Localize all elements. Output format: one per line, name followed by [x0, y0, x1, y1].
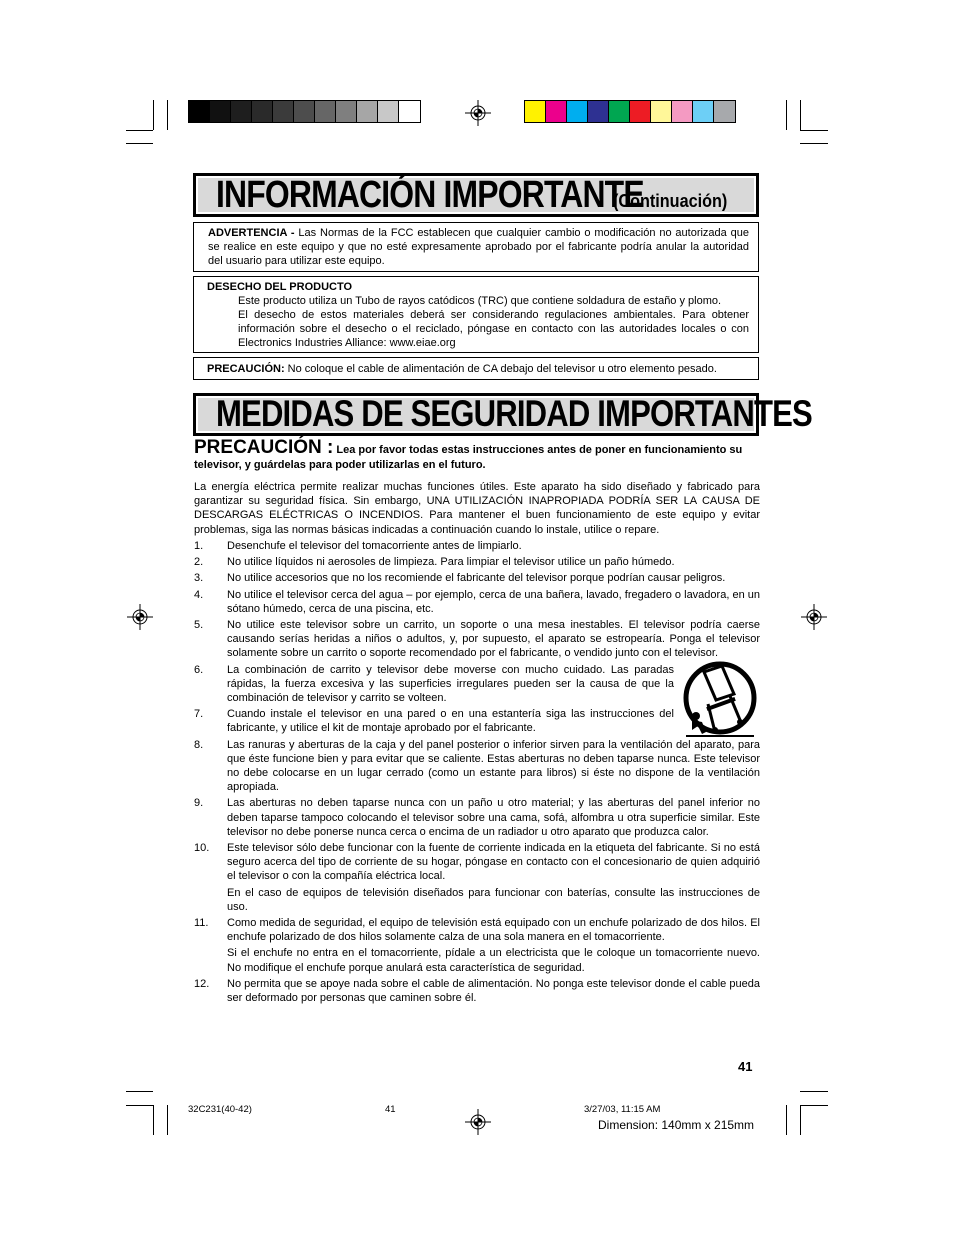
- list-item-text: Las ranuras y aberturas de la caja y del panel posterior o inferior sirven para la ventilación del aparato, para que éste funcione bien y para evitar que se caliente. Estas aberturas no deben taparse nunca. Este televisor no debe colocarse en un lugar cerrado (como un estante para libros) si éste no dispone de la ventilación apropiada.: [227, 738, 760, 794]
- gray-swatch: [210, 101, 231, 122]
- list-item: [194, 588, 760, 616]
- list-item: [194, 555, 760, 569]
- color-swatch: [567, 101, 588, 122]
- list-item-text: No utilice accesorios que no los recomiende el fabricante del televisor porque podrían causar peligros.: [227, 572, 726, 585]
- color-swatch: [714, 101, 735, 122]
- precaucion-heading-text: Lea por favor todas estas instrucciones antes de poner en funcionamiento su televisor, y guárdelas para poder utilizarlas en el futuro.: [194, 444, 743, 471]
- precaucion-text: No coloque el cable de alimentación de CA debajo del televisor u otro elemento pesado.: [284, 363, 717, 375]
- crop-mark: [800, 1105, 828, 1106]
- gray-swatch: [399, 101, 420, 122]
- gray-swatch: [189, 101, 210, 122]
- list-item: [194, 618, 760, 661]
- footer-code: 32C231(40-42): [188, 1104, 252, 1115]
- list-item-number: 7.: [194, 708, 204, 721]
- list-item-number: 2.: [194, 556, 204, 569]
- gray-swatch: [315, 101, 336, 122]
- color-calibration-bar: [524, 100, 736, 123]
- crop-mark: [167, 1105, 168, 1135]
- list-item-number: 5.: [194, 619, 204, 632]
- gray-swatch: [294, 101, 315, 122]
- list-item-number: 3.: [194, 572, 204, 585]
- list-item-number: 8.: [194, 738, 204, 751]
- list-item-text: No permita que se apoye nada sobre el cable de alimentación. No ponga este televisor donde el cable pueda ser deformado por personas que caminen sobre él.: [227, 977, 760, 1005]
- crop-mark: [126, 1091, 153, 1092]
- list-item: [194, 539, 760, 553]
- crop-mark: [153, 100, 154, 130]
- list-item-number: 12.: [194, 977, 210, 990]
- list-item: [194, 663, 760, 706]
- color-swatch: [546, 101, 567, 122]
- title-informacion: INFORMACIÓN IMPORTANTE: [216, 174, 644, 216]
- list-item: [194, 796, 760, 839]
- crop-mark: [167, 100, 168, 130]
- crop-mark: [153, 1105, 154, 1135]
- color-swatch: [588, 101, 609, 122]
- color-swatch: [693, 101, 714, 122]
- gray-swatch: [231, 101, 252, 122]
- registration-mark-icon: [465, 1109, 491, 1135]
- crop-mark: [800, 130, 828, 131]
- list-item-text: Como medida de seguridad, el equipo de televisión está equipado con un enchufe polarizado de dos hilos. El enchufe polarizado de dos hilos solamente calza de una sola manera en el tomacorriente.: [227, 917, 760, 944]
- precaucion-heading-label: PRECAUCIÓN :: [194, 437, 334, 458]
- title-continuacion: (Continuación): [613, 191, 728, 211]
- registration-mark-icon: [465, 100, 491, 126]
- color-swatch: [651, 101, 672, 122]
- gray-swatch: [252, 101, 273, 122]
- precaucion-heading: [194, 437, 760, 473]
- crop-mark: [786, 1105, 787, 1135]
- crop-mark: [126, 130, 153, 131]
- desecho-heading: DESECHO DEL PRODUCTO: [207, 281, 353, 293]
- list-item-number: 6.: [194, 663, 204, 676]
- crop-mark: [800, 1105, 801, 1135]
- registration-mark-icon: [801, 604, 827, 630]
- intro-paragraph: La energía eléctrica permite realizar muchas funciones útiles. Este aparato ha sido diseñado y fabricado para garantizar su seguridad física. Sin embargo, UNA UTILIZACIÓN INAPROPIADA PODRÍA SER LA CAUSA DE DESCARGAS ELÉCTRICAS O INCENDIOS. Para mantener el buen funcionamiento de este equipo y evitar problemas, siga las normas básicas indicadas a continuación cuando lo instale, utilice o repare.: [194, 481, 760, 536]
- gray-swatch: [357, 101, 378, 122]
- title-medidas: MEDIDAS DE SEGURIDAD IMPORTANTES: [216, 393, 812, 434]
- safety-items-list: [194, 539, 760, 1007]
- precaucion-label: PRECAUCIÓN:: [207, 363, 285, 375]
- color-swatch: [525, 101, 546, 122]
- color-swatch: [630, 101, 651, 122]
- list-item-text: Este televisor sólo debe funcionar con la fuente de corriente indicada en la etiqueta del fabricante. Si no está seguro acerca del tipo de corriente de su hogar, póngase en contacto con el concesionario de quien adquirió el televisor o con la compañía eléctrica local.: [227, 842, 760, 883]
- list-item-text: Desenchufe el televisor del tomacorriente antes de limpiarlo.: [227, 540, 522, 552]
- gray-swatch: [336, 101, 357, 122]
- crop-mark: [800, 1091, 828, 1092]
- title-informacion-box: [193, 173, 759, 217]
- registration-mark-icon: [127, 604, 153, 630]
- list-item-text: Cuando instale el televisor en una pared o en una estantería siga las instrucciones del fabricante, y utilice el kit de montaje aprobado por el fabricante.: [227, 708, 674, 735]
- advertencia-label: ADVERTENCIA -: [208, 227, 295, 239]
- footer-page: 41: [385, 1104, 396, 1115]
- list-item-text: La combinación de carrito y televisor debe moverse con mucho cuidado. Las paradas rápidas, la fuerza excesiva y las superficies irregulares pueden ser la causa de que la combinación de televisor y carrito se volteen.: [227, 663, 674, 705]
- list-item: [194, 707, 760, 735]
- list-item: [194, 738, 760, 795]
- gray-swatch: [273, 101, 294, 122]
- advertencia-notice: [193, 222, 759, 272]
- desecho-notice: [193, 276, 759, 353]
- list-item-number: 10.: [194, 842, 210, 855]
- list-item-text: No utilice líquidos ni aerosoles de limpieza. Para limpiar el televisor utilice un paño húmedo.: [227, 556, 675, 569]
- list-item: [194, 571, 760, 585]
- list-item: [194, 841, 760, 914]
- list-item-text: En el caso de equipos de televisión diseñados para funcionar con baterías, consulte las instrucciones de uso.: [227, 886, 760, 913]
- list-item-text: No utilice el televisor cerca del agua – por ejemplo, cerca de una bañera, lavado, fregadero o lavadora, en un sótano húmedo, cerca de una piscina, etc.: [227, 588, 760, 615]
- gray-calibration-bar: [188, 100, 421, 123]
- advertencia-text: Las Normas de la FCC establecen que cualquier cambio o modificación no autorizada que se realice en este equipo y que no esté expresamente aprobado por el fabricante podría anular la autoridad del usuario para utilizar este equipo.: [208, 227, 749, 267]
- list-item-number: 11.: [194, 917, 209, 930]
- footer-dimension: Dimension: 140mm x 215mm: [598, 1118, 755, 1132]
- crop-mark: [800, 143, 828, 144]
- title-medidas-box: [193, 393, 812, 436]
- list-item: [194, 916, 760, 975]
- list-item-number: 9.: [194, 797, 204, 810]
- gray-swatch: [378, 101, 399, 122]
- crop-mark: [786, 100, 787, 130]
- desecho-line-1: Este producto utiliza un Tubo de rayos catódicos (TRC) que contiene soldadura de estaño y plomo.: [238, 295, 722, 307]
- color-swatch: [609, 101, 630, 122]
- list-item-text: Si el enchufe no entra en el tomacorriente, pídale a un electricista que le coloque un tomacorriente nuevo. No modifique el enchufe porque anulará esta característica de seguridad.: [227, 947, 760, 974]
- list-item-number: 1.: [194, 540, 204, 552]
- page-number: 41: [738, 1059, 753, 1074]
- list-item-number: 4.: [194, 588, 204, 601]
- crop-mark: [126, 1105, 153, 1106]
- list-item-text: No utilice este televisor sobre un carrito, un soporte o una mesa inestables. El televisor podría caerse causando serías heridas a niños o adultos, y, por supuesto, el aparato se estropearía. Ponga el televisor solamente sobre un carrito o soporte recomendado por el fabricante, o vendido junto con el televisor.: [227, 619, 760, 660]
- footer-date: 3/27/03, 11:15 AM: [584, 1104, 661, 1115]
- list-item: [194, 977, 760, 1005]
- list-item-text: Las aberturas no deben taparse nunca con un paño u otro material; y las aberturas del panel inferior no deben taparse tampoco colocando el televisor sobre una cama, sofá, alfombra u otra superficie similar. Este televisor no debe ponerse nunca cerca o encima de un radiador u otro aparato que produzca calor.: [227, 797, 760, 838]
- color-swatch: [672, 101, 693, 122]
- crop-mark: [126, 143, 153, 144]
- crop-mark: [800, 100, 801, 130]
- desecho-line-2: El desecho de estos materiales deberá ser considerando regulaciones ambientales. Para obtener información sobre el desecho o el reciclado, póngase en contacto con las autoridades locales o con Electronics Industries Alliance: www.eiae.org: [238, 309, 749, 349]
- precaucion-notice: [193, 357, 759, 380]
